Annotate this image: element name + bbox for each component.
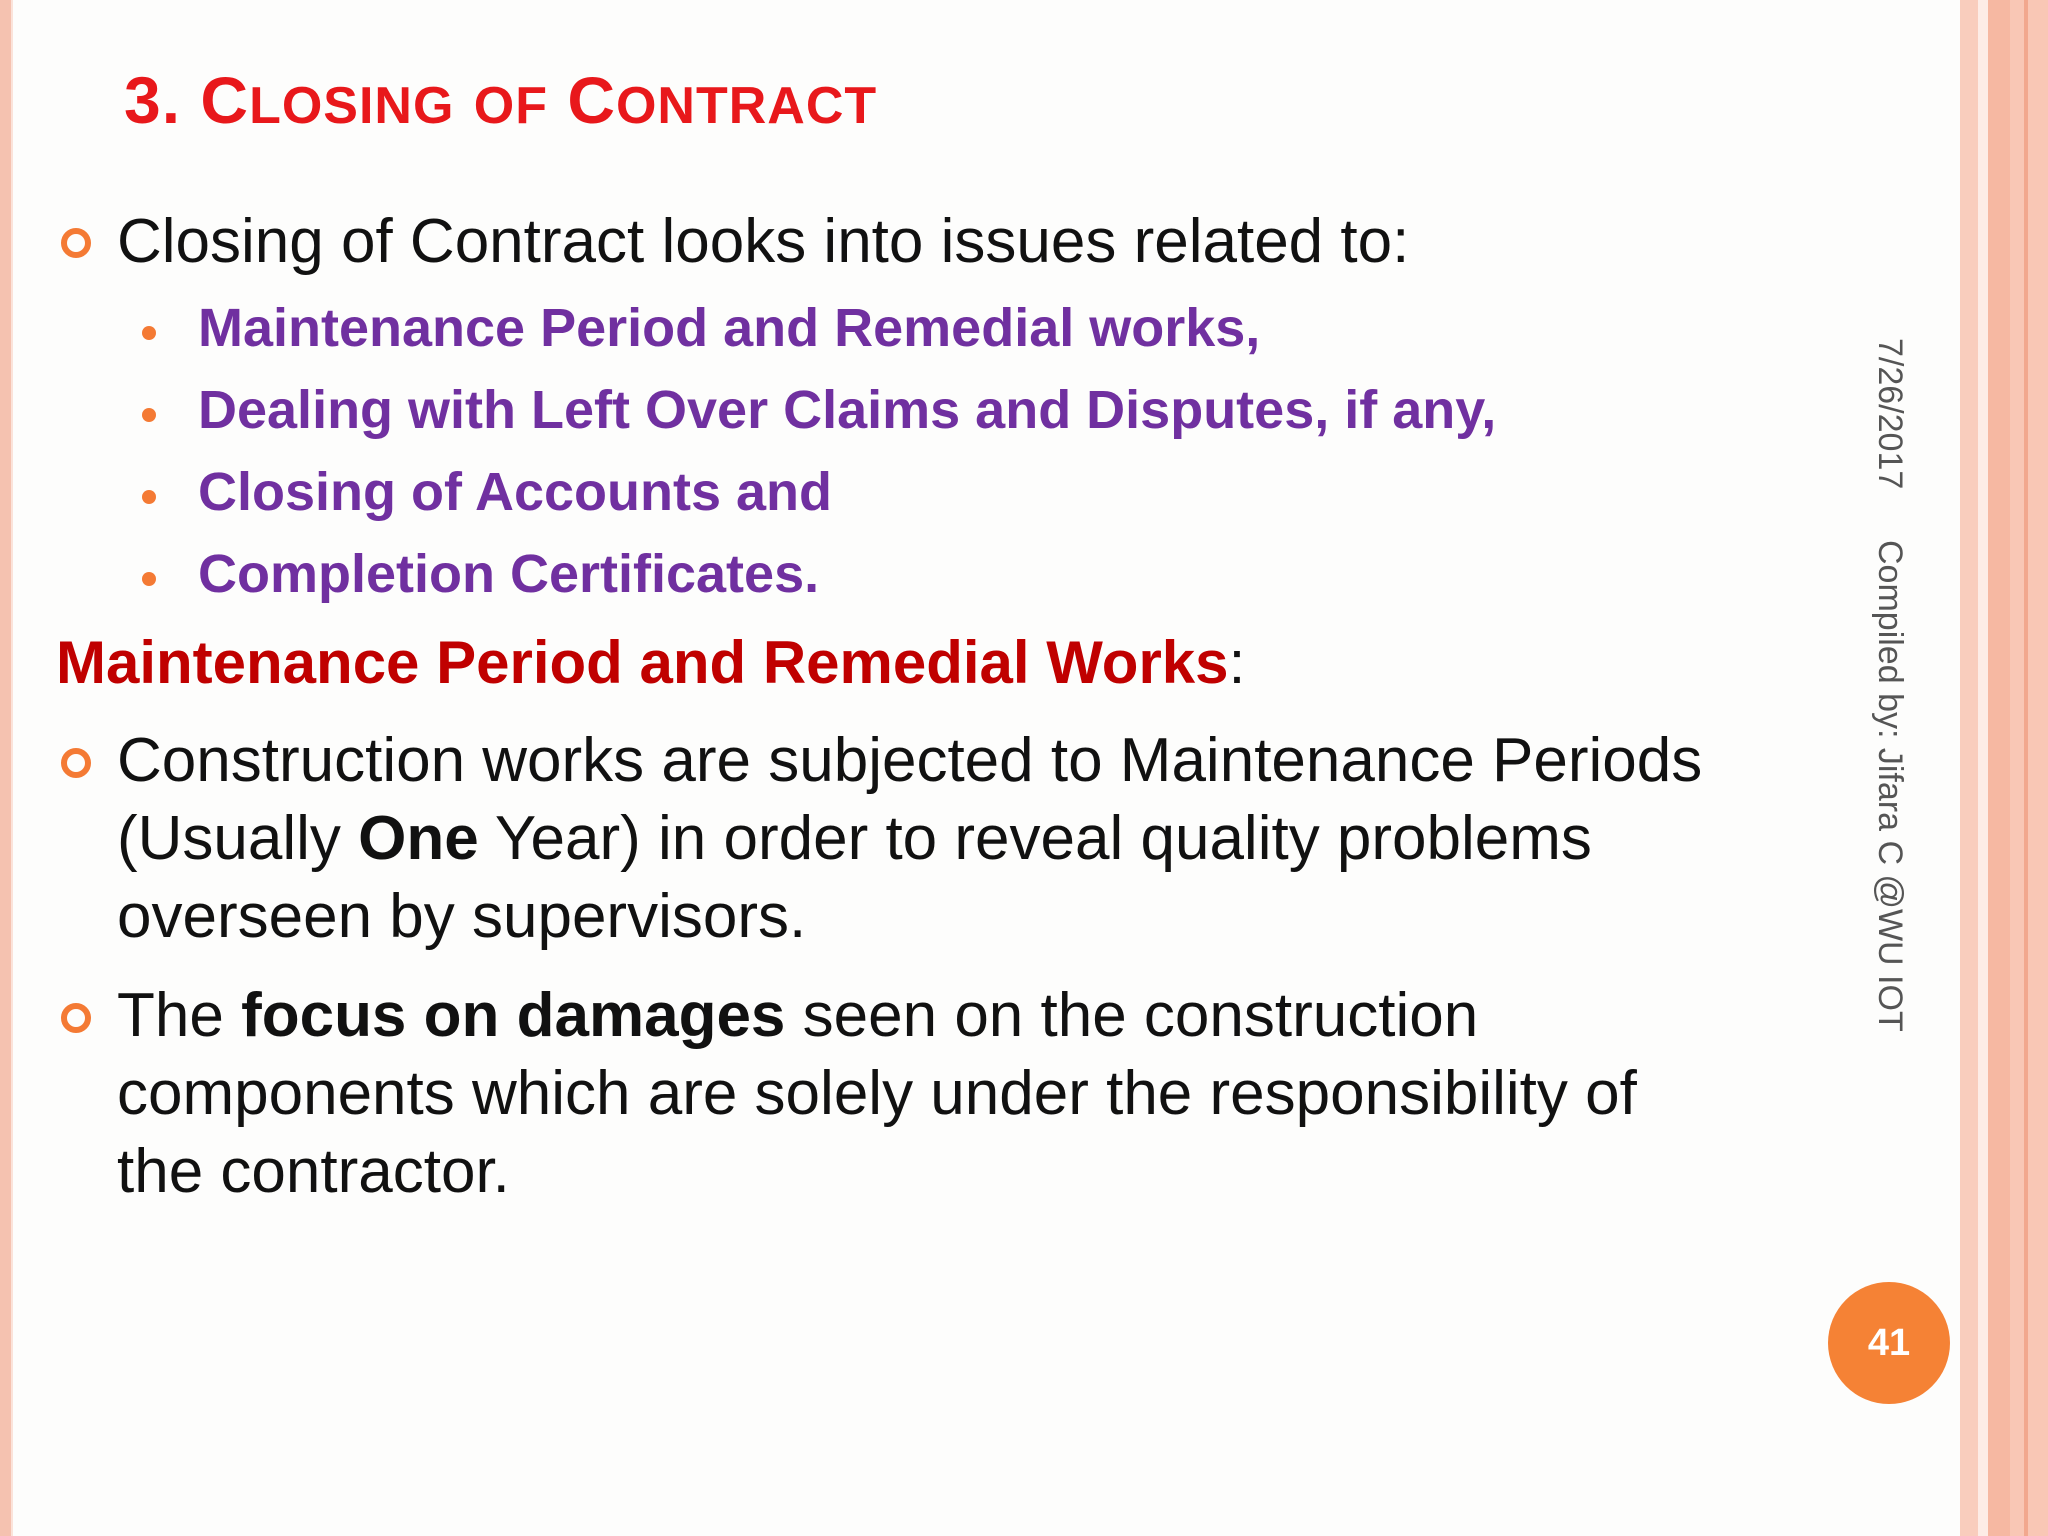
ring-bullet-icon	[61, 1003, 91, 1033]
intro-text: Closing of Contract looks into issues related to:	[117, 207, 1410, 276]
paragraph-maintenance: Construction works are subjected to Maintenance Periods (Usually One Year) in order to reveal quality problems overseen by supervisors.	[117, 726, 1703, 951]
dot-bullet-icon	[142, 490, 156, 504]
title-number: 3.	[124, 63, 182, 137]
right-border-gap	[1978, 0, 1988, 1536]
right-border-band	[2010, 0, 2048, 1536]
ring-bullet-icon	[61, 748, 91, 778]
sub-item: Dealing with Left Over Claims and Disputes, if any,	[198, 380, 1497, 440]
slide-title	[124, 62, 877, 138]
dot-bullet-icon	[142, 408, 156, 422]
dot-bullet-icon	[142, 572, 156, 586]
right-border-line	[2024, 0, 2028, 1536]
dot-bullet-icon	[142, 326, 156, 340]
section-heading: Maintenance Period and Remedial Works:	[56, 629, 1246, 696]
sub-item: Maintenance Period and Remedial works,	[198, 298, 1261, 358]
paragraph-damages: The focus on damages seen on the construction components which are solely under the responsibility of the contractor.	[117, 981, 1637, 1206]
sub-item: Closing of Accounts and	[198, 462, 832, 522]
right-border-band	[1960, 0, 1978, 1536]
title-word: CONTRACT	[567, 63, 878, 137]
page-number-badge: 41	[1828, 1282, 1950, 1404]
title-word: CLOSING	[200, 63, 455, 137]
left-border-decoration	[0, 0, 11, 1536]
sub-item: Completion Certificates.	[198, 544, 820, 604]
ring-bullet-icon	[61, 228, 91, 258]
title-word: OF	[473, 77, 548, 135]
slide-date: 7/26/2017	[1871, 338, 1909, 490]
right-border-band	[1988, 0, 2010, 1536]
compiled-by: Compiled by: Jifara C @WU IOT	[1871, 540, 1909, 1032]
